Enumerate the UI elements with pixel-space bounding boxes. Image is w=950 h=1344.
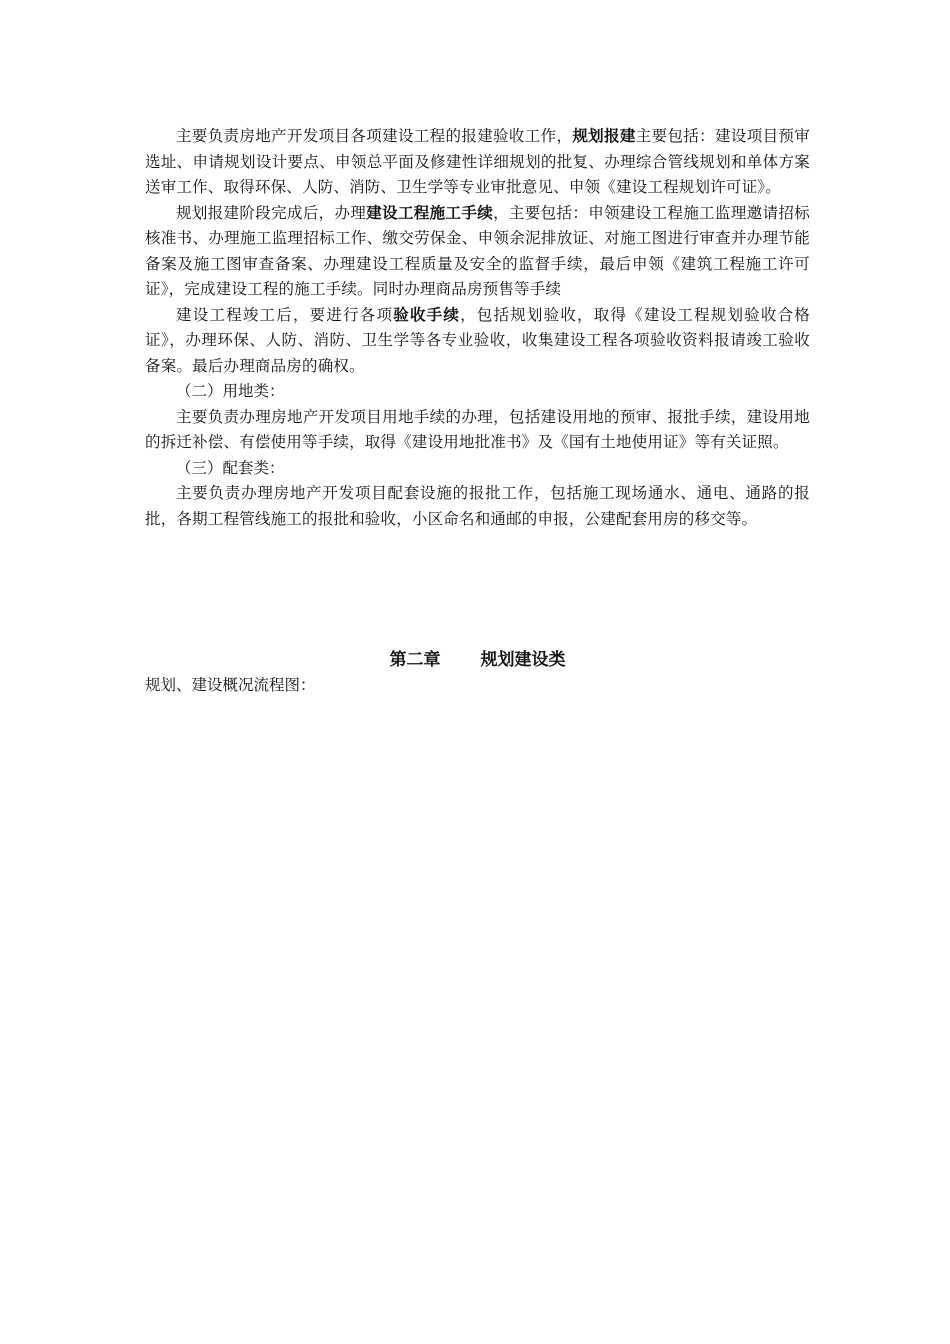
bold-term-acceptance-procedures: 验收手续 [393, 305, 461, 324]
chapter-number: 第二章 [389, 650, 441, 670]
paragraph-construction-procedures [145, 201, 810, 303]
bold-term-construction-procedures: 建设工程施工手续 [366, 203, 494, 222]
paragraph-text: ，主要包括：申领建设工程施工监理邀请招标核准书、办理施工监理招标工作、缴交劳保金、申领余泥排放证、对施工图进行审查并办理节能备案及施工图审查备案、办理建设工程质量及安全的监督手续，最后申领《建筑工程施工许可证》，完成建设工程的施工手续。同时办理商品房预售等手续 [145, 203, 810, 298]
paragraph-text: 规划报建阶段完成后，办理 [176, 203, 367, 222]
flowchart-caption: 规划、建设概况流程图： [145, 676, 316, 694]
paragraph-supporting-facilities: 主要负责办理房地产开发项目配套设施的报批工作，包括施工现场通水、通电、通路的报批，各期工程管线施工的报批和验收，小区命名和通邮的申报，公建配套用房的移交等。 [145, 484, 810, 528]
section-heading-supporting-facilities: （三）配套类： [176, 458, 285, 477]
paragraph-text: 主要包括：建设项目预审选址、申请规划设计要点、申领总平面及修建性详细规划的批复、办理综合管线规划和单体方案送审工作、取得环保、人防、消防、卫生学等专业审批意见、申领《建设工程规划许可证》。 [145, 127, 810, 196]
paragraph-acceptance-procedures [145, 303, 810, 380]
paragraph-text: ，包括规划验收，取得《建设工程规划验收合格证》，办理环保、人防、消防、卫生学等各专业验收，收集建设工程各项验收资料报请竣工验收备案。最后办理商品房的确权。 [145, 305, 810, 375]
paragraph-land-use: 主要负责办理房地产开发项目用地手续的办理，包括建设用地的预审、报批手续，建设用地的拆迁补偿、有偿使用等手续，取得《建设用地批准书》及《国有土地使用证》等有关证照。 [145, 407, 810, 451]
document-body [145, 124, 810, 532]
section-heading-land-use: （二）用地类： [176, 382, 285, 400]
paragraph-planning-approval [145, 124, 810, 201]
chapter-title: 规划建设类 [480, 650, 566, 670]
bold-term-planning-approval: 规划报建 [572, 127, 636, 145]
paragraph-text: 主要负责房地产开发项目各项建设工程的报建验收工作， [176, 127, 573, 145]
paragraph-text: 建设工程竣工后，要进行各项 [176, 305, 394, 324]
chapter-heading [145, 646, 810, 674]
